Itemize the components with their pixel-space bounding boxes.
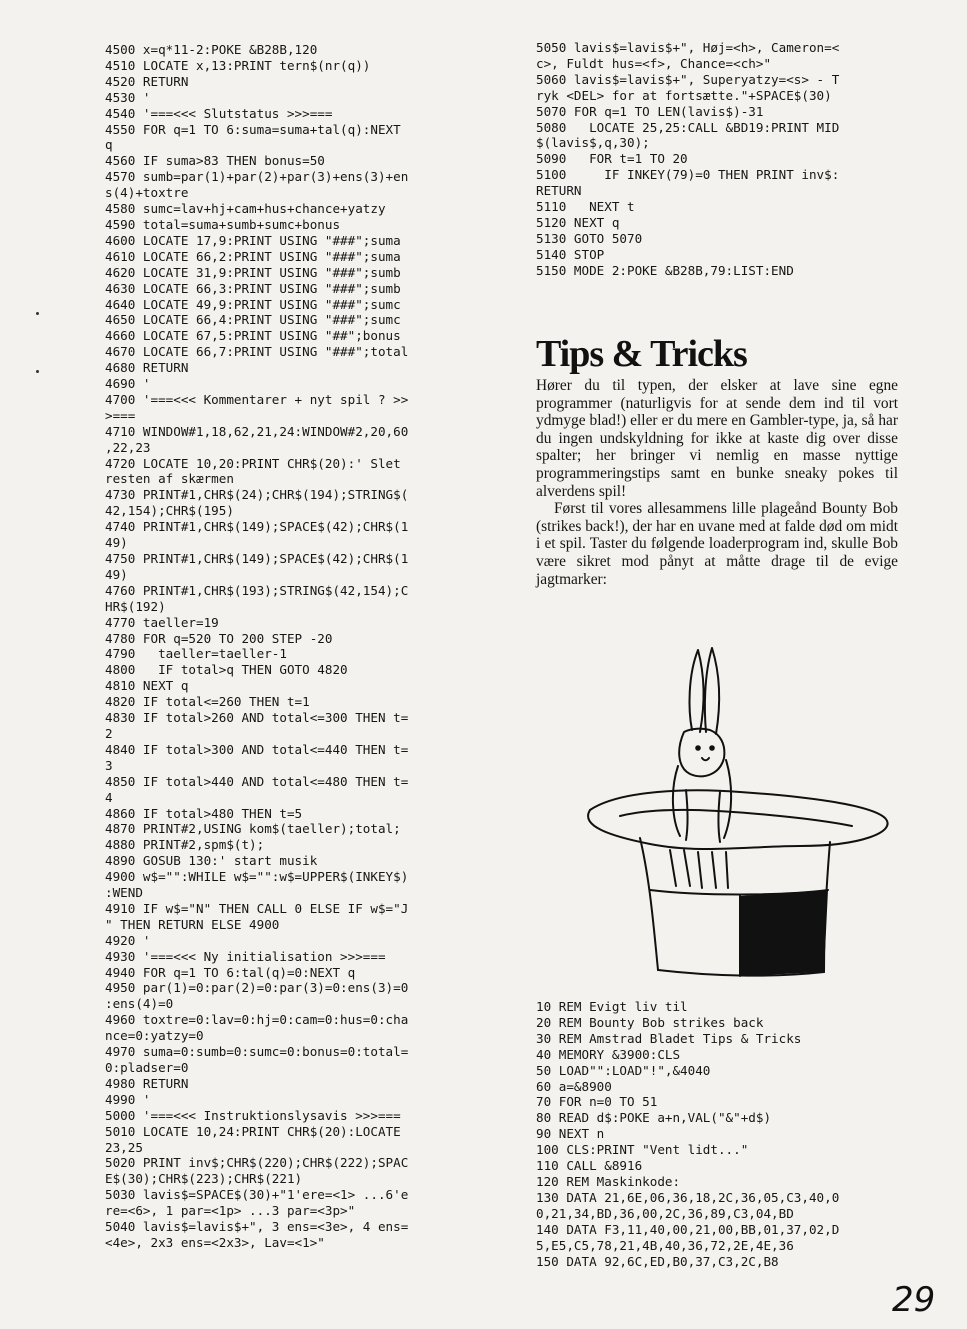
code-line: <4e>, 2x3 ens=<2x3>, Lav=<1>"	[105, 1234, 325, 1250]
article-body	[536, 377, 898, 588]
code-line: 4980 RETURN	[105, 1075, 189, 1091]
code-line: 23,25	[105, 1139, 143, 1155]
code-line: s(4)+toxtre	[105, 185, 189, 201]
code-line: 4970 suma=0:sumb=0:sumc=0:bonus=0:total=	[105, 1044, 409, 1060]
code-line: :WEND	[105, 885, 143, 901]
code-line: 5000 '===<<< Instruktionslysavis >>>===	[105, 1107, 401, 1123]
code-line: 30 REM Amstrad Bladet Tips & Tricks	[536, 1030, 802, 1046]
code-line: 0,21,34,BD,36,00,2C,36,89,C3,04,BD	[536, 1205, 794, 1221]
code-line: 4780 FOR q=520 TO 200 STEP -20	[105, 630, 333, 646]
code-line: 4630 LOCATE 66,3:PRINT USING "###";sumb	[105, 280, 401, 296]
code-line: ryk <DEL> for at fortsætte."+SPACE$(30)	[536, 87, 832, 103]
scan-speck	[36, 370, 39, 373]
code-line: :ens(4)=0	[105, 996, 174, 1012]
code-line: 5130 GOTO 5070	[536, 230, 643, 246]
code-line: 130 DATA 21,6E,06,36,18,2C,36,05,C3,40,0	[536, 1189, 840, 1205]
code-line: 4740 PRINT#1,CHR$(149);SPACE$(42);CHR$(1	[105, 519, 409, 535]
code-line: 4610 LOCATE 66,2:PRINT USING "###";suma	[105, 248, 401, 264]
code-line: 80 READ d$:POKE a+n,VAL("&"+d$)	[536, 1110, 772, 1126]
code-line: 100 CLS:PRINT "Vent lidt..."	[536, 1142, 749, 1158]
code-line: 5030 lavis$=SPACE$(30)+"1'ere=<1> ...6'e	[105, 1187, 409, 1203]
code-line: 5140 STOP	[536, 246, 605, 262]
code-line: 5070 FOR q=1 TO LEN(lavis$)-31	[536, 103, 764, 119]
code-line: 4860 IF total>480 THEN t=5	[105, 805, 303, 821]
code-line: 4560 IF suma>83 THEN bonus=50	[105, 153, 325, 169]
code-line: 4950 par(1)=0:par(2)=0:par(3)=0:ens(3)=0	[105, 980, 409, 996]
code-line: 4510 LOCATE x,13:PRINT tern$(nr(q))	[105, 57, 371, 73]
code-line: 150 DATA 92,6C,ED,B0,37,C3,2C,B8	[536, 1253, 779, 1269]
code-line: 4640 LOCATE 49,9:PRINT USING "###";sumc	[105, 296, 401, 312]
code-line: 4810 NEXT q	[105, 678, 189, 694]
code-line: 2	[105, 725, 113, 741]
code-line: nce=0:yatzy=0	[105, 1028, 204, 1044]
code-line: 49)	[105, 535, 128, 551]
code-line: 4920 '	[105, 932, 151, 948]
page-number: 29	[892, 1280, 936, 1320]
code-line: 110 CALL &8916	[536, 1158, 643, 1174]
code-line: 0:pladser=0	[105, 1060, 189, 1075]
article-paragraph-2: Først til vores allesammens lille plageånd Bounty Bob (strikes back!), der har en uvane med at falde død om midt i et spil. Taster du følgende loaderprogram ind, skulle Bob være sikret mod pånyt at måtte drage til de evige jagtmarker:	[536, 500, 898, 588]
code-line: 4990 '	[105, 1091, 151, 1107]
article-title: Tips & Tricks	[536, 333, 747, 375]
right-bottom-code-listing	[536, 999, 920, 1269]
code-line: 5020 PRINT inv$;CHR$(220);CHR$(222);SPAC	[105, 1155, 409, 1171]
code-line: 5090 FOR t=1 TO 20	[536, 151, 688, 167]
code-line: 4700 '===<<< Kommentarer + nyt spil ? >>	[105, 391, 409, 407]
code-line: 5050 lavis$=lavis$+", Høj=<h>, Cameron=<	[536, 40, 840, 55]
code-line: 49)	[105, 566, 128, 582]
code-line: re=<6>, 1 par=<1p> ...3 par=<3p>"	[105, 1203, 356, 1219]
code-line: 4960 toxtre=0:lav=0:hj=0:cam=0:hus=0:cha	[105, 1012, 409, 1028]
code-line: 4770 taeller=19	[105, 614, 219, 630]
code-line: 4840 IF total>300 AND total<=440 THEN t=	[105, 741, 409, 757]
code-line: 5040 lavis$=lavis$+", 3 ens=<3e>, 4 ens=	[105, 1219, 409, 1235]
code-line: 4930 '===<<< Ny initialisation >>>===	[105, 948, 386, 964]
code-line: 4830 IF total>260 AND total<=300 THEN t=	[105, 710, 409, 726]
code-line: 4790 taeller=taeller-1	[105, 646, 287, 662]
code-line: 4720 LOCATE 10,20:PRINT CHR$(20):' Slet	[105, 455, 401, 471]
right-top-code-listing	[536, 40, 920, 279]
code-line: 4890 GOSUB 130:' start musik	[105, 853, 318, 869]
code-line: 4	[105, 789, 113, 805]
code-line: 4570 sumb=par(1)+par(2)+par(3)+ens(3)+en	[105, 169, 409, 185]
code-line: 4900 w$="":WHILE w$="":w$=UPPER$(INKEY$)	[105, 869, 409, 885]
code-line: 4760 PRINT#1,CHR$(193);STRING$(42,154);C	[105, 582, 409, 598]
code-line: 4500 x=q*11-2:POKE &B28B,120	[105, 42, 318, 57]
code-line: 4550 FOR q=1 TO 6:suma=suma+tal(q):NEXT	[105, 121, 401, 137]
code-line: RETURN	[536, 183, 582, 199]
code-line: 5010 LOCATE 10,24:PRINT CHR$(20):LOCATE	[105, 1123, 401, 1139]
code-line: E$(30);CHR$(223);CHR$(221)	[105, 1171, 303, 1187]
code-line: 5100 IF INKEY(79)=0 THEN PRINT inv$:	[536, 167, 840, 183]
code-line: >===	[105, 407, 136, 423]
code-line: 4520 RETURN	[105, 73, 189, 89]
code-line: resten af skærmen	[105, 471, 234, 487]
code-line: 3	[105, 757, 113, 773]
code-line: 4620 LOCATE 31,9:PRINT USING "###";sumb	[105, 264, 401, 280]
code-line: 5080 LOCATE 25,25:CALL &BD19:PRINT MID	[536, 119, 840, 135]
left-code-listing	[105, 42, 487, 1251]
code-line: 10 REM Evigt liv til	[536, 999, 688, 1014]
code-line: 60 a=&8900	[536, 1078, 612, 1094]
code-line: 4680 RETURN	[105, 360, 189, 376]
code-line: 5110 NEXT t	[536, 199, 635, 215]
code-line: 4800 IF total>q THEN GOTO 4820	[105, 662, 348, 678]
code-line: 20 REM Bounty Bob strikes back	[536, 1014, 764, 1030]
code-line: 4910 IF w$="N" THEN CALL 0 ELSE IF w$="J	[105, 900, 409, 916]
code-line: 4540 '===<<< Slutstatus >>>===	[105, 105, 333, 121]
code-line: 120 REM Maskinkode:	[536, 1173, 681, 1189]
code-line: ,22,23	[105, 439, 151, 455]
code-line: 4530 '	[105, 89, 151, 105]
scan-speck	[36, 312, 39, 315]
code-line: 4600 LOCATE 17,9:PRINT USING "###";suma	[105, 232, 401, 248]
code-line: 90 NEXT n	[536, 1126, 605, 1142]
code-line: 140 DATA F3,11,40,00,21,00,BB,01,37,02,D	[536, 1221, 840, 1237]
code-line: 4710 WINDOW#1,18,62,21,24:WINDOW#2,20,60	[105, 423, 409, 439]
code-line: 4880 PRINT#2,spm$(t);	[105, 837, 265, 853]
code-line: 4750 PRINT#1,CHR$(149);SPACE$(42);CHR$(1	[105, 551, 409, 566]
code-line: 42,154);CHR$(195)	[105, 503, 234, 519]
code-line: " THEN RETURN ELSE 4900	[105, 916, 280, 932]
code-line: $(lavis$,q,30);	[536, 135, 650, 151]
code-line: 4690 '	[105, 376, 151, 392]
code-line: 4670 LOCATE 66,7:PRINT USING "###";total	[105, 344, 409, 360]
code-line: 4580 sumc=lav+hj+cam+hus+chance+yatzy	[105, 201, 386, 217]
code-line: 4820 IF total<=260 THEN t=1	[105, 694, 310, 710]
article-paragraph-1: Hører du til typen, der elsker at lave sine egne programmer (naturligvis for at sende dem ind til vort ydmyge blad!) eller er du mere en Gambler-type, ja, så har du ingen undskyldning for ikke at kaste dig over disse spalter; her bringer vi nemlig en masse nyttige programmeringstips samt en bunke sneaky pokes til alverdens spil!	[536, 377, 898, 500]
code-line: 4660 LOCATE 67,5:PRINT USING "##";bonus	[105, 328, 401, 344]
rabbit-in-top-hat-icon	[580, 640, 900, 980]
code-line: 50 LOAD"":LOAD"!",&4040	[536, 1062, 711, 1078]
code-line: 4730 PRINT#1,CHR$(24);CHR$(194);STRING$(	[105, 487, 409, 503]
code-line: 70 FOR n=0 TO 51	[536, 1094, 658, 1110]
code-line: 4870 PRINT#2,USING kom$(taeller);total;	[105, 821, 401, 837]
code-line: 5060 lavis$=lavis$+", Superyatzy=<s> - T	[536, 71, 840, 87]
code-line: 5150 MODE 2:POKE &B28B,79:LIST:END	[536, 262, 794, 278]
code-line: c>, Fuldt hus=<f>, Chance=<ch>"	[536, 55, 772, 71]
code-line: 5,E5,C5,78,21,4B,40,36,72,2E,4E,36	[536, 1237, 794, 1253]
code-line: HR$(192)	[105, 598, 166, 614]
code-line: 40 MEMORY &3900:CLS	[536, 1046, 681, 1062]
code-line: 4850 IF total>440 AND total<=480 THEN t=	[105, 773, 409, 789]
code-line: 4940 FOR q=1 TO 6:tal(q)=0:NEXT q	[105, 964, 356, 980]
code-line: q	[105, 137, 113, 153]
code-line: 5120 NEXT q	[536, 214, 620, 230]
code-line: 4650 LOCATE 66,4:PRINT USING "###";sumc	[105, 312, 401, 328]
code-line: 4590 total=suma+sumb+sumc+bonus	[105, 216, 341, 232]
